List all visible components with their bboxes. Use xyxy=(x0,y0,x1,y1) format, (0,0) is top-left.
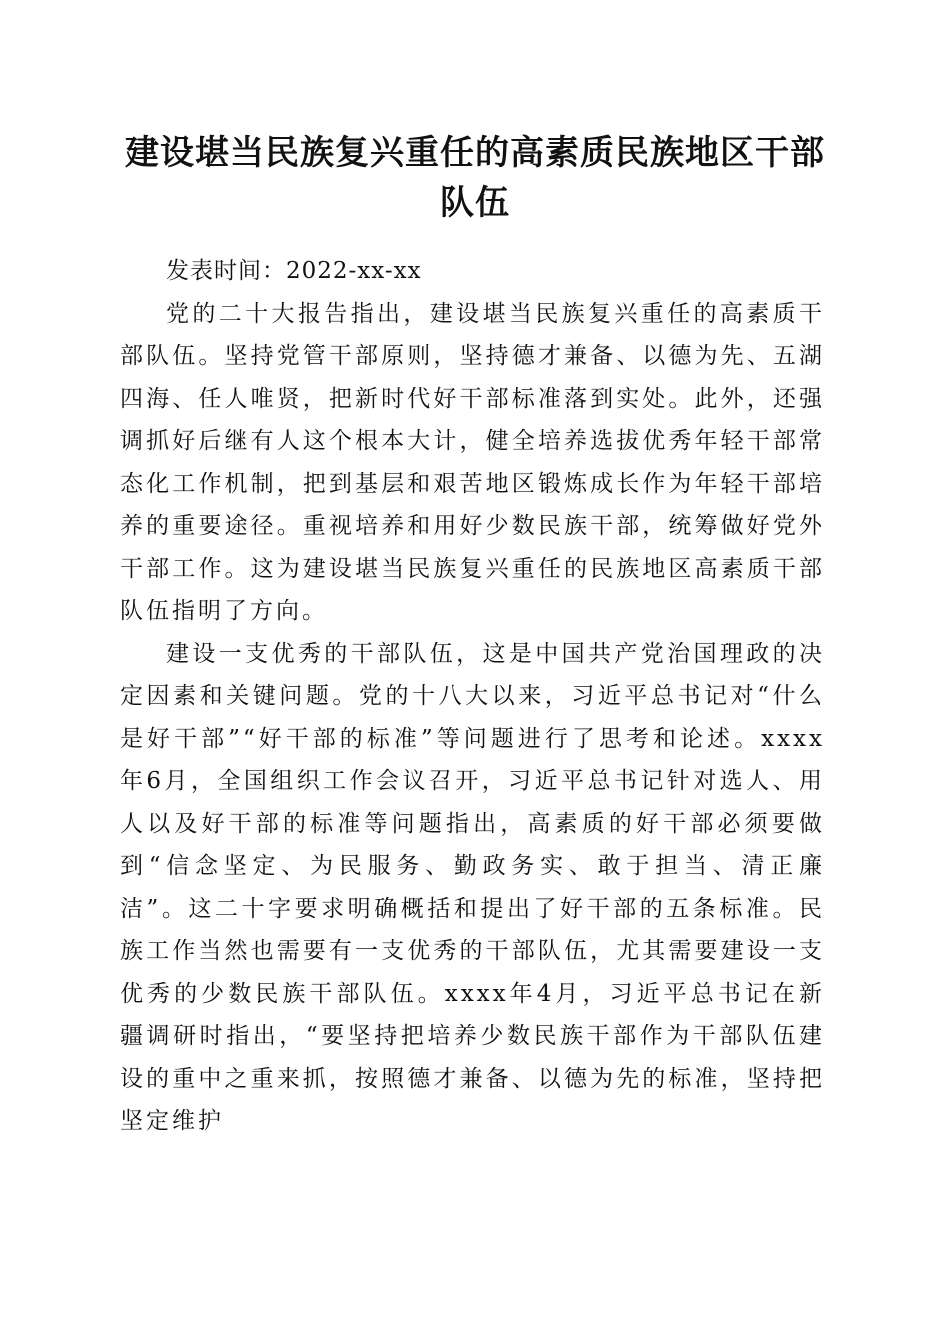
document-body xyxy=(120,250,825,1143)
publish-time: 发表时间：2022-xx-xx xyxy=(166,258,422,284)
paragraph-2: 建设一支优秀的干部队伍，这是中国共产党治国理政的决定因素和关键问题。党的十八大以来，习近平总书记对“什么是好干部”“好干部的标准”等问题进行了思考和论述。xxxx年6月，全国组织工作会议召开，习近平总书记针对选人、用人以及好干部的标准等问题指出，高素质的好干部必须要做到“信念坚定、为民服务、勤政务实、敢于担当、清正廉洁”。这二十字要求明确概括和提出了好干部的五条标准。民族工作当然也需要有一支优秀的干部队伍，尤其需要建设一支优秀的少数民族干部队伍。xxxx年4月，习近平总书记在新疆调研时指出，“要坚持把培养少数民族干部作为干部队伍建设的重中之重来抓，按照德才兼备、以德为先的标准，坚持把坚定维护 xyxy=(120,640,825,1134)
paragraph-1: 党的二十大报告指出，建设堪当民族复兴重任的高素质干部队伍。坚持党管干部原则，坚持德才兼备、以德为先、五湖四海、任人唯贤，把新时代好干部标准落到实处。此外，还强调抓好后继有人这个根本大计，健全培养选拔优秀年轻干部常态化工作机制，把到基层和艰苦地区锻炼成长作为年轻干部培养的重要途径。重视培养和用好少数民族干部，统筹做好党外干部工作。这为建设堪当民族复兴重任的民族地区高素质干部队伍指明了方向。 xyxy=(120,300,825,624)
document-title: 建设堪当民族复兴重任的高素质民族地区干部队伍 xyxy=(125,133,825,223)
